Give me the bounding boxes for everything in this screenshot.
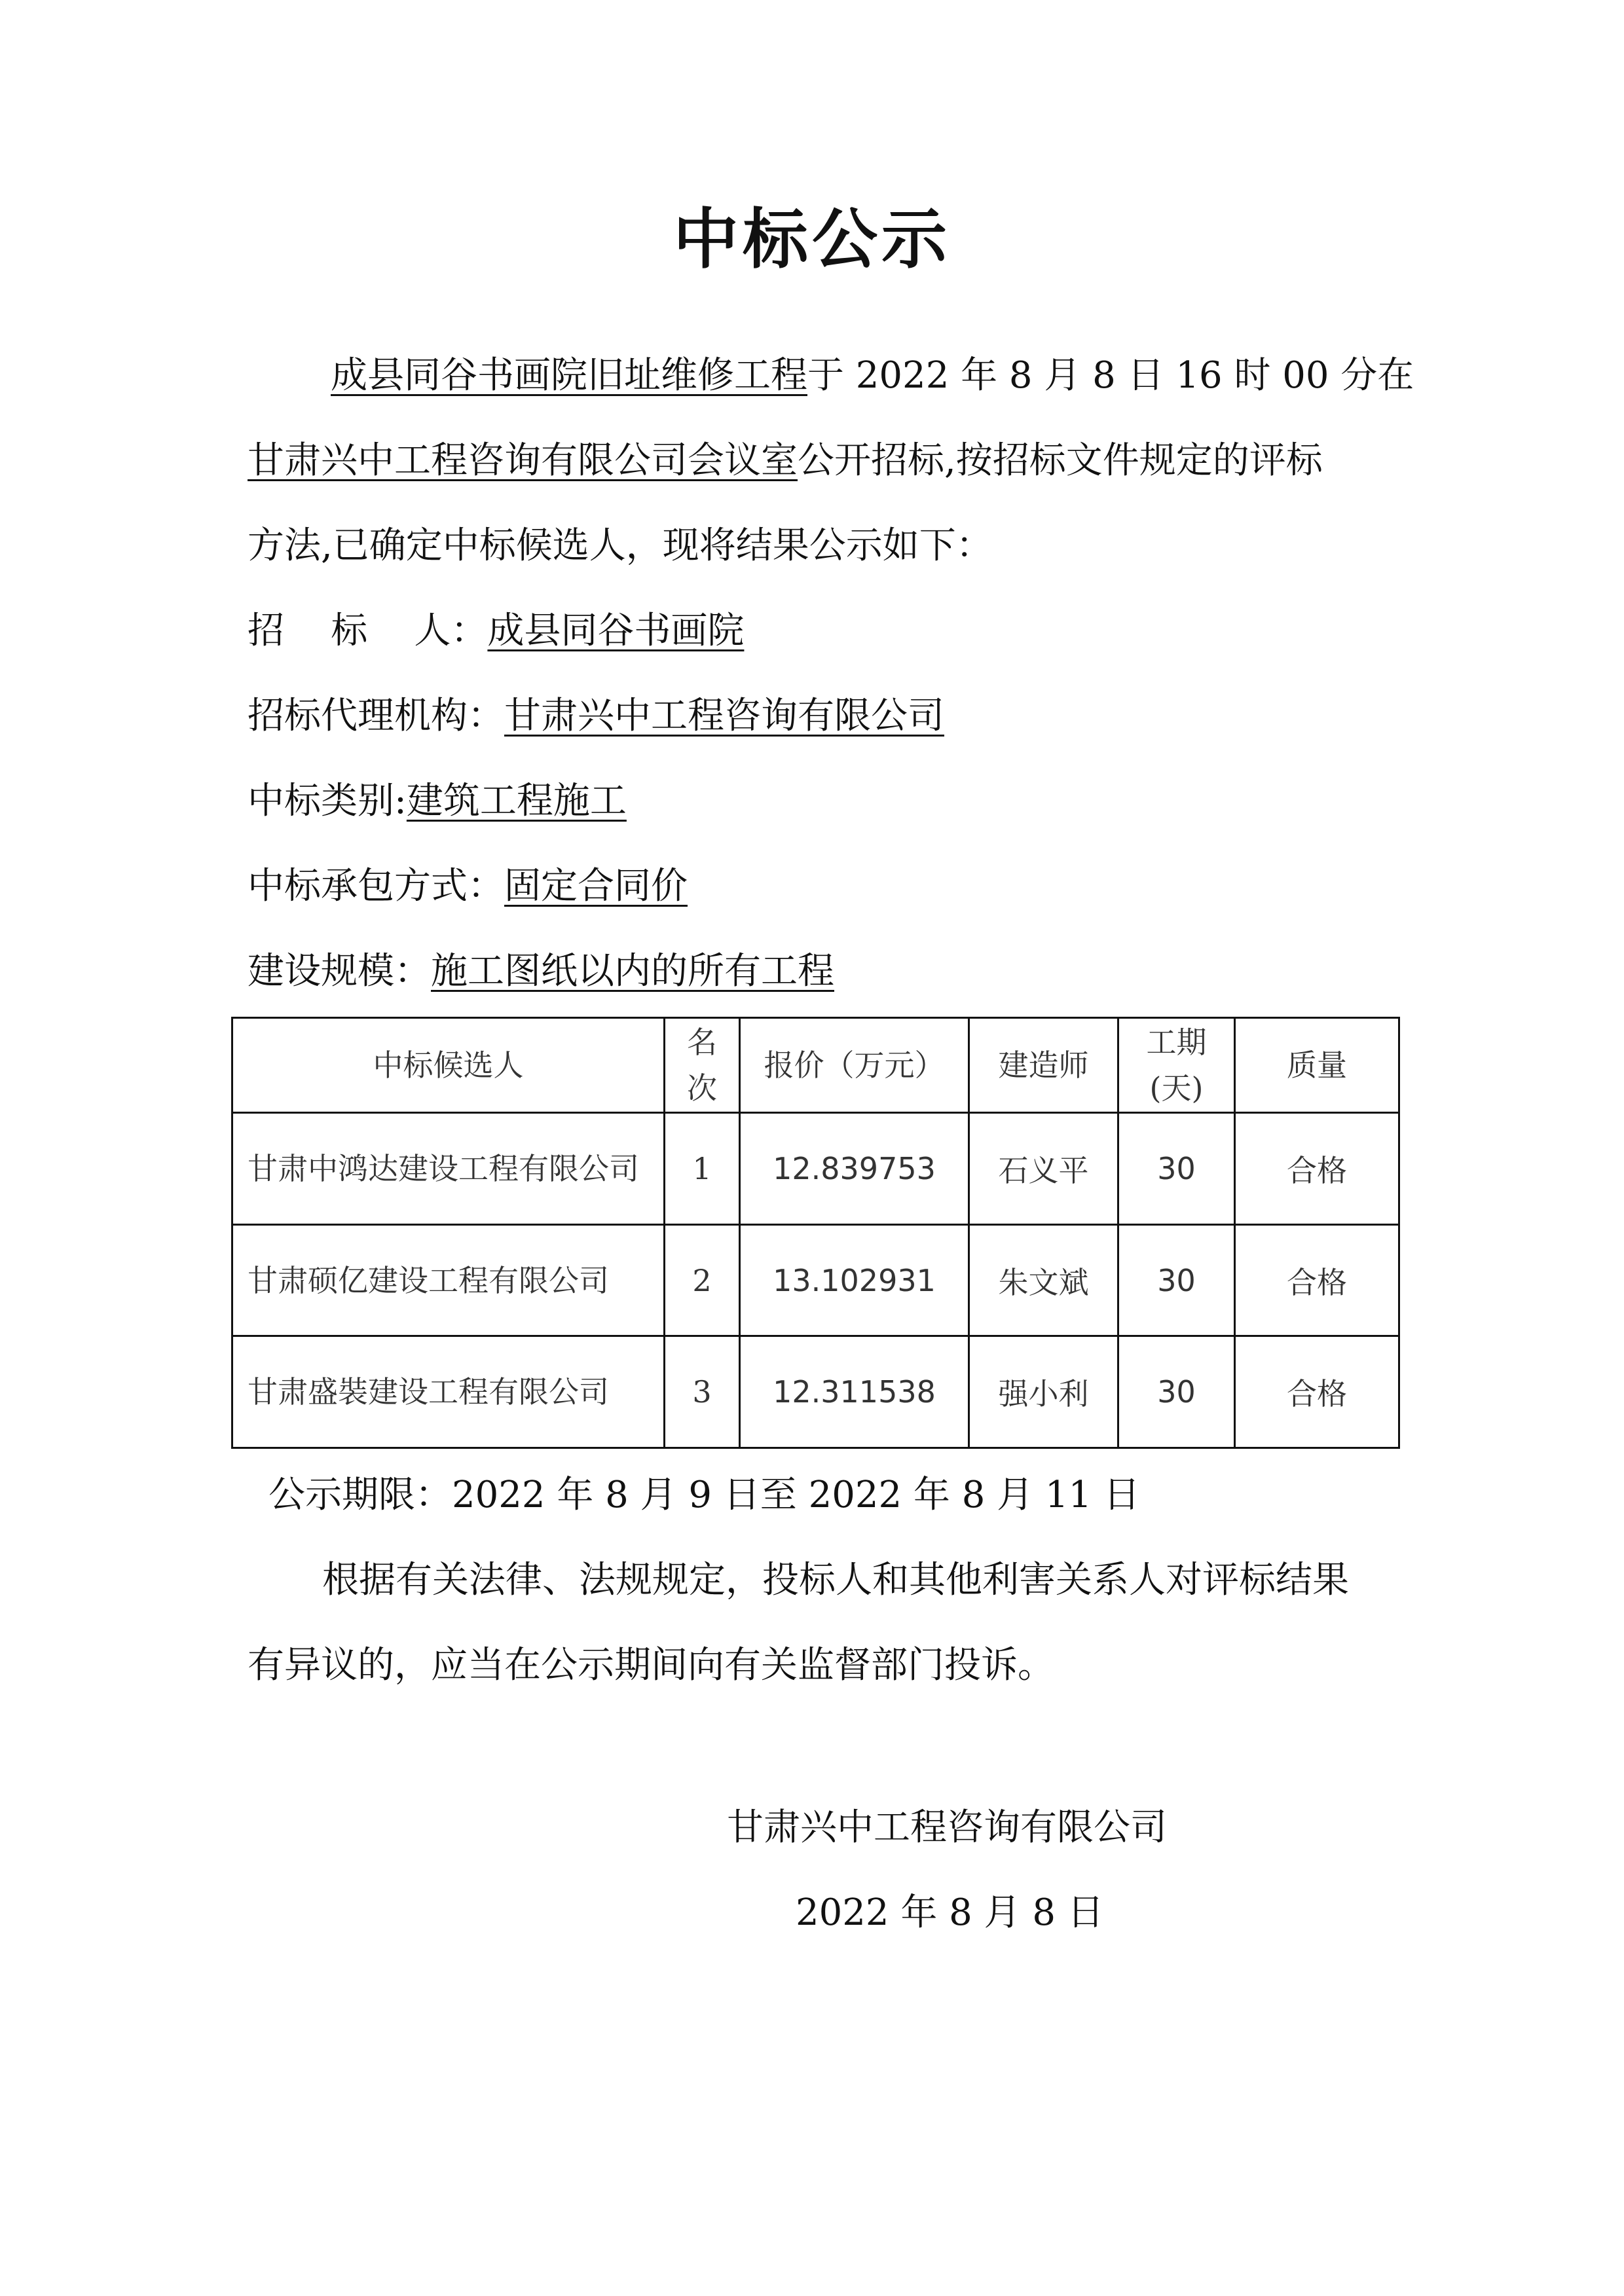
contract-row [248, 860, 688, 913]
agency-label: 招标代理机构： [248, 695, 504, 737]
agency-row [248, 690, 944, 742]
header-period: 工期 (天) [1118, 1018, 1235, 1113]
bid-method: 公开招标,按招标文件规定的评标 [798, 439, 1323, 482]
quality: 合格 [1235, 1224, 1399, 1336]
candidate-name: 甘肃硕亿建设工程有限公司 [232, 1224, 665, 1336]
rank: 2 [665, 1224, 740, 1336]
scale-value: 施工图纸以内的所有工程 [431, 950, 834, 993]
page-title: 中标公示 [673, 201, 951, 278]
signature-date: 2022 年 8 月 8 日 [796, 1891, 1104, 1934]
price: 12.311538 [740, 1336, 969, 1448]
table-row [232, 1336, 1399, 1448]
builder: 朱文斌 [969, 1224, 1118, 1336]
bid-time: 于 2022 年 8 月 8 日 16 时 00 分在 [807, 354, 1414, 397]
period: 30 [1118, 1224, 1235, 1336]
quality: 合格 [1235, 1336, 1399, 1448]
project-name: 成县同谷书画院旧址维修工程 [331, 354, 807, 397]
contract-value: 固定合同价 [504, 865, 688, 907]
header-quality: 质量 [1235, 1018, 1399, 1113]
builder: 石义平 [969, 1113, 1118, 1225]
bid-venue: 甘肃兴中工程咨询有限公司会议室 [248, 439, 798, 482]
candidate-name: 甘肃盛裝建设工程有限公司 [232, 1336, 665, 1448]
rank: 3 [665, 1336, 740, 1448]
rank: 1 [665, 1113, 740, 1225]
category-row [248, 775, 627, 828]
price: 13.102931 [740, 1224, 969, 1336]
category-label: 中标类别: [248, 780, 407, 822]
table-row [232, 1113, 1399, 1225]
legal-notice-line-1: 根据有关法律、法规规定，投标人和其他利害关系人对评标结果 [322, 1559, 1349, 1601]
scale-row [248, 945, 834, 998]
notice-period: 公示期限：2022 年 8 月 9 日至 2022 年 8 月 11 日 [268, 1474, 1140, 1516]
intro-line-3: 方法,已确定中标候选人，现将结果公示如下： [248, 524, 993, 567]
agency-value: 甘肃兴中工程咨询有限公司 [504, 695, 944, 737]
candidates-table [231, 1017, 1400, 1449]
period: 30 [1118, 1113, 1235, 1225]
tenderer-row [248, 605, 744, 657]
table-row [232, 1224, 1399, 1336]
contract-label: 中标承包方式： [248, 865, 504, 907]
period: 30 [1118, 1336, 1235, 1448]
tenderer-value: 成县同谷书画院 [487, 610, 745, 652]
price: 12.839753 [740, 1113, 969, 1225]
signature-company: 甘肃兴中工程咨询有限公司 [727, 1806, 1167, 1849]
header-price: 报价（万元） [740, 1018, 969, 1113]
legal-notice-line-2: 有异议的，应当在公示期间向有关监督部门投诉。 [248, 1644, 1054, 1686]
quality: 合格 [1235, 1113, 1399, 1225]
candidate-name: 甘肃中鸿达建设工程有限公司 [232, 1113, 665, 1225]
intro-line-1 [331, 350, 1414, 402]
scale-label: 建设规模： [248, 950, 431, 993]
intro-line-2 [248, 435, 1323, 487]
builder: 强小利 [969, 1336, 1118, 1448]
header-rank: 名 次 [665, 1018, 740, 1113]
header-builder: 建造师 [969, 1018, 1118, 1113]
category-value: 建筑工程施工 [406, 780, 627, 822]
header-candidate: 中标候选人 [232, 1018, 665, 1113]
tenderer-label: 招 标 人： [248, 610, 488, 652]
table-header-row [232, 1018, 1399, 1113]
